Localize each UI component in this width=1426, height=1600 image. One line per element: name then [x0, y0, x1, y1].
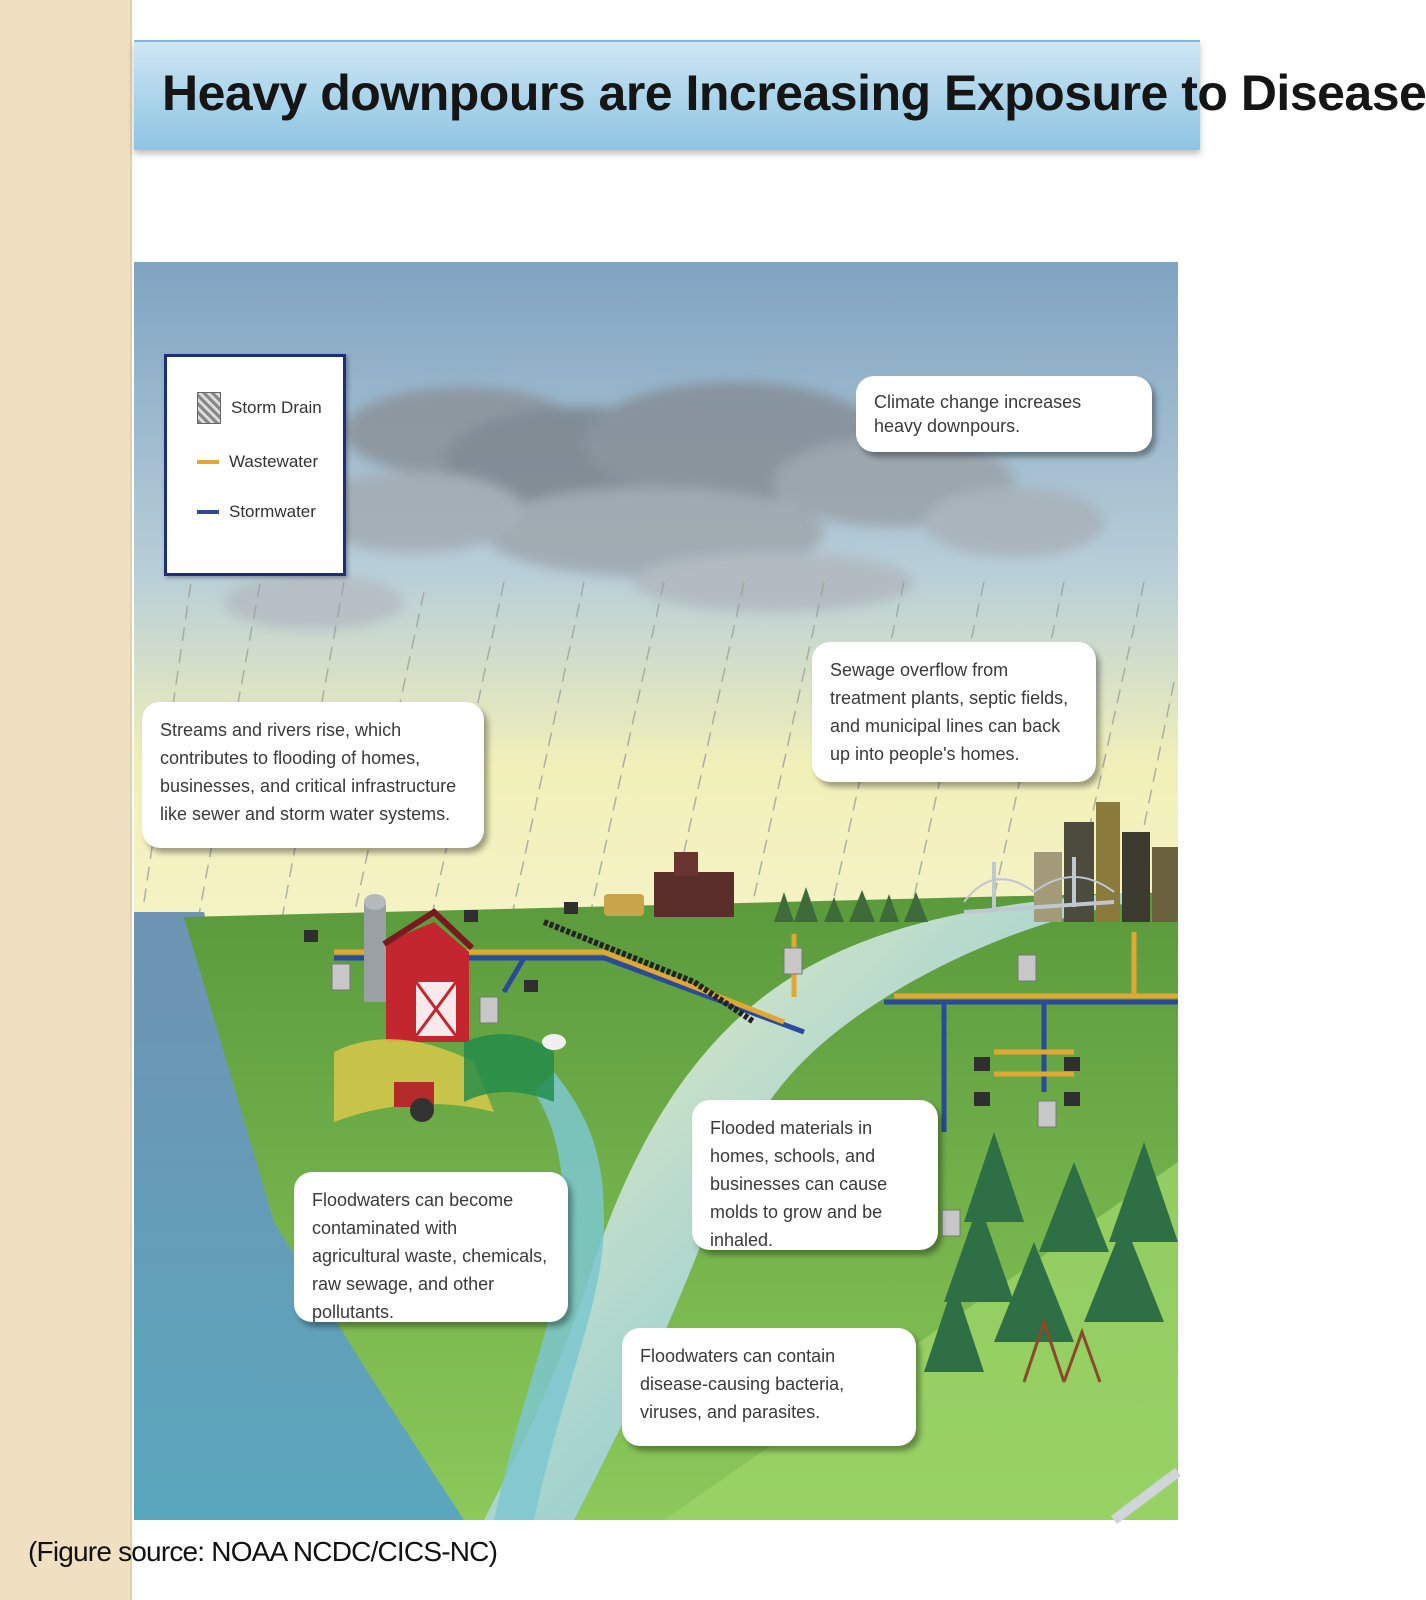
legend-label: Storm Drain — [231, 398, 322, 417]
legend-item-stormwater — [197, 497, 316, 527]
legend-label: Wastewater — [229, 452, 319, 471]
stormwater-line-icon — [197, 510, 219, 514]
legend-item-wastewater — [197, 447, 318, 477]
callout-floodwaters-disease: Floodwaters can contain disease-causing bacteria, viruses, and parasites. — [622, 1328, 916, 1446]
callout-flooded-materials: Flooded materials in homes, schools, and businesses can cause molds to grow and be inhaled. — [692, 1100, 938, 1250]
storm-drain-icon — [197, 392, 221, 424]
callout-floodwaters-contaminated: Floodwaters can become contaminated with agricultural waste, chemicals, raw sewage, and other pollutants. — [294, 1172, 568, 1322]
legend — [164, 354, 346, 576]
callout-sewage: Sewage overflow from treatment plants, septic fields, and municipal lines can back up into people's homes. — [812, 642, 1096, 782]
title-bar — [134, 40, 1426, 150]
figure-source: (Figure source: NOAA NCDC/CICS-NC) — [28, 1536, 498, 1567]
legend-label: Stormwater — [229, 502, 316, 521]
wastewater-line-icon — [197, 460, 219, 464]
side-strip — [0, 0, 132, 1600]
illustration — [134, 262, 1178, 1520]
callout-climate: Climate change increases heavy downpours. — [856, 376, 1152, 452]
callout-streams: Streams and rivers rise, which contributes to flooding of homes, businesses, and critical infrastructure like sewer and storm water systems. — [142, 702, 484, 848]
legend-item-storm-drain — [197, 393, 322, 423]
page-title: Heavy downpours are Increasing Exposure to Disease — [162, 65, 1426, 121]
